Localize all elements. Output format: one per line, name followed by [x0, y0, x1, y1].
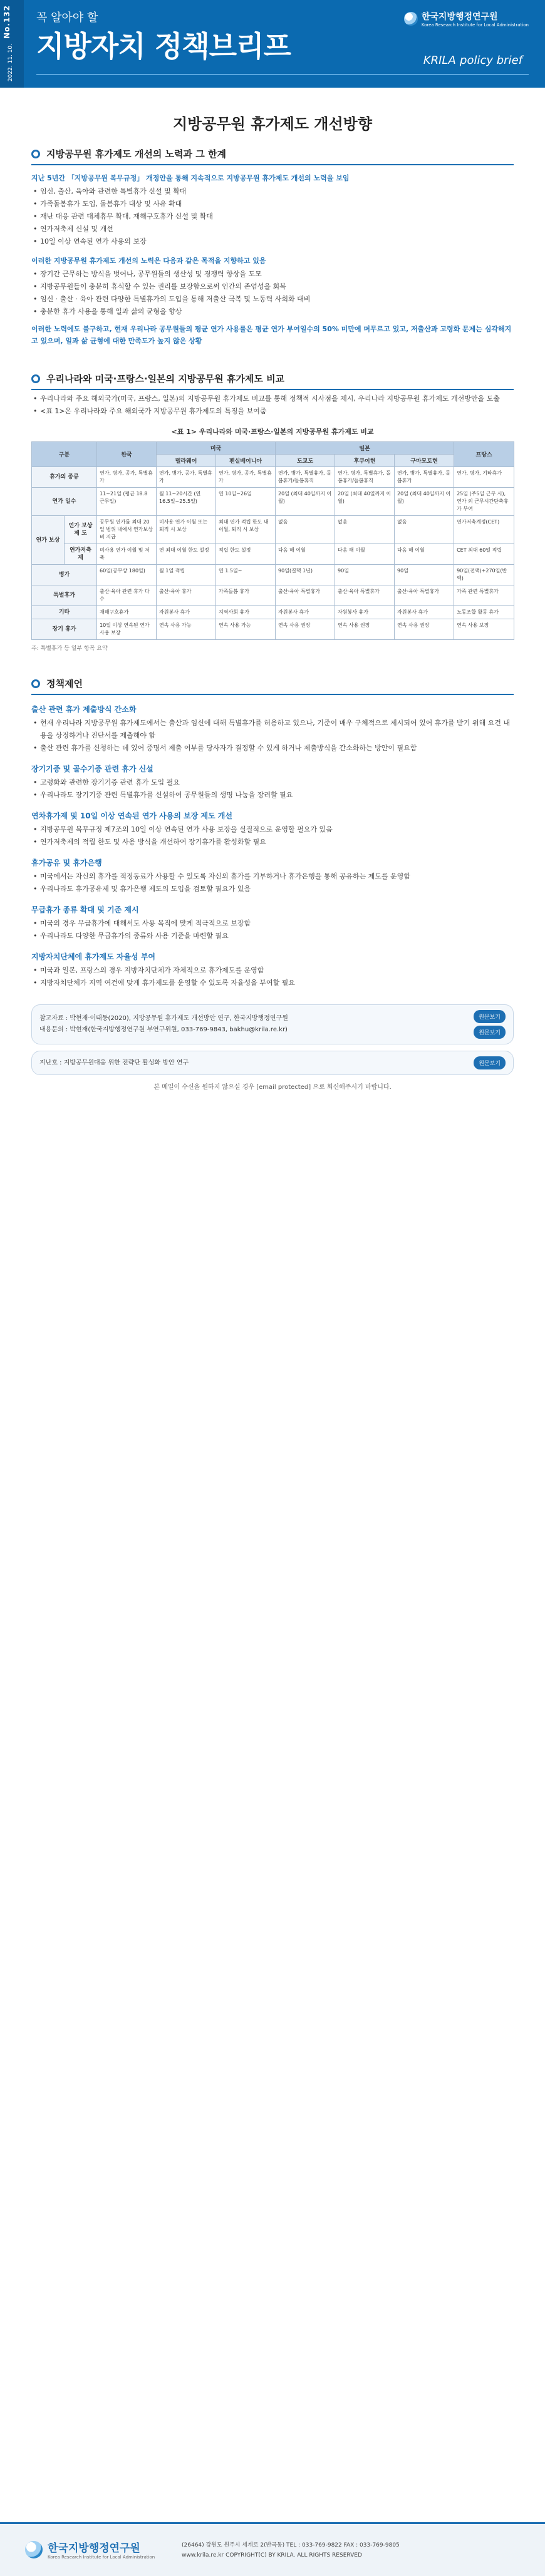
list-item: • 지방공무원 복무규정 제7조의 10일 이상 연속된 연가 사용 보장을 실질적으로 운영할 필요가 있음	[31, 823, 514, 836]
table-cell: 자원봉사 휴가	[157, 606, 216, 619]
table-cell: 90일	[395, 565, 454, 585]
table-cell: 연속 사용 권장	[276, 619, 335, 640]
table-cell: 자원봉사 휴가	[335, 606, 395, 619]
table-cell: 연가, 병가, 공가, 특별휴가	[97, 467, 157, 488]
logo-icon	[25, 2541, 43, 2558]
table-cell: 노동조합 활동 휴가	[454, 606, 514, 619]
krila-label: KRILA	[423, 54, 456, 67]
table-cell: 월 1일 적립	[157, 565, 216, 585]
ring-icon	[31, 679, 40, 688]
table-cell: 공무원 연가를 최대 20일 범위 내에서 연가보상비 지급	[97, 516, 157, 544]
table-cell: 25일 (주5일 근무 시), 연가 외 근무시간단축휴가 부여	[454, 488, 514, 516]
row-group-label: 장기 휴가	[32, 619, 97, 640]
table-cell: 연가, 병가, 공가, 특별휴가	[216, 467, 276, 488]
reference-contact: 내용문의 : 박현재(한국지방행정연구원 부연구위원, 033-769-9843, bakhu@krila.re.kr)	[39, 1026, 288, 1033]
comparison-table	[31, 441, 514, 640]
reference-box	[31, 1004, 514, 1044]
list-item: • 고령화와 관련한 장기기증 관련 휴가 도입 필요	[31, 776, 514, 789]
row-group-label: 휴가의 종류	[32, 467, 97, 488]
issue-badge	[0, 0, 24, 88]
reference-source: 참고자료 : 박현재·이태동(2020), 지방공무원 휴가제도 개선방안 연구, 한국지방행정연구원	[39, 1015, 288, 1022]
list-item: • 미국의 경우 무급휴가에 대해서도 사용 목적에 맞게 적극적으로 보장함	[31, 917, 514, 930]
policy-list	[31, 717, 514, 755]
list-item: • 미국과 일본, 프랑스의 경우 지방자치단체가 자체적으로 휴가제도를 운영함	[31, 964, 514, 977]
policy-heading: 휴가공유 및 휴가은행	[31, 858, 102, 867]
list-item: • 장기간 근무하는 방식을 벗어나, 공무원들의 생산성 및 경쟁력 향상을 도모	[31, 268, 514, 281]
section-3-header	[31, 677, 514, 695]
table-cell: 연가, 병가, 특별휴가, 돌봄휴가/돌봄휴직	[335, 467, 395, 488]
policy-heading: 장기기증 및 골수기증 관련 휴가 신설	[31, 765, 153, 773]
section-1-sublist	[31, 268, 514, 318]
table-cell: 적립 한도 설정	[216, 544, 276, 565]
view-original-button[interactable]: 원문보기	[474, 1056, 506, 1069]
section-3-title: 정책제언	[46, 678, 83, 689]
table-cell: 월 11~20시간 (연 16.5일~25.5일)	[157, 488, 216, 516]
section-2-header	[31, 372, 514, 390]
table-cell: 연 1.5일~	[216, 565, 276, 585]
header-banner	[0, 0, 545, 88]
footer	[0, 2522, 545, 2576]
table-cell: 자원봉사 휴가	[395, 606, 454, 619]
policy-heading: 지방자치단체에 휴가제도 자율성 부여	[31, 952, 156, 961]
list-item: • 가족돌봄휴가 도입, 돌봄휴가 대상 및 사유 확대	[31, 198, 514, 210]
table-cell: 연가, 병가, 특별휴가, 돌봄휴가	[395, 467, 454, 488]
policy-heading: 무급휴가 종류 확대 및 기준 제시	[31, 905, 139, 914]
table-cell: 연 최대 이월 한도 설정	[157, 544, 216, 565]
section-2-list	[31, 393, 514, 418]
table-row	[32, 488, 514, 516]
list-item: • <표 1>은 우리나라와 주요 해외국가 지방공무원 휴가제도의 특징을 보여줌	[31, 405, 514, 418]
table-cell: 없음	[276, 516, 335, 544]
table-cell: 재해구호휴가	[97, 606, 157, 619]
previous-issue-text: 지난호 : 지방공무원대응 위한 전략단 활성화 방안 연구	[39, 1059, 189, 1066]
table-cell: 최대 연가 적립 한도 내 이월, 퇴직 시 보상	[216, 516, 276, 544]
table-cell: 연가, 병가, 기타휴가	[454, 467, 514, 488]
row-group-label: 연가 일수	[32, 488, 97, 516]
row-group-label: 병가	[32, 565, 97, 585]
table-cell: 출산·육아 특별휴가	[395, 585, 454, 606]
list-item: • 지방자치단체가 지역 여건에 맞게 휴가제도를 운영할 수 있도록 자율성을 부여할 필요	[31, 977, 514, 989]
table-cell: 60일(공무상 180일)	[97, 565, 157, 585]
org-name-en: Korea Research Institute for Local Administration	[421, 23, 529, 28]
section-1-conclusion: 이러한 노력에도 불구하고, 현재 우리나라 공무원들의 평균 연가 사용률은 평균 연가 부여일수의 50% 미만에 머무르고 있고, 저출산과 고령화 문제는 심각해지고 있으며, 일과 삶 균형에 대한 만족도가 높지 않은 상황	[31, 325, 512, 345]
footer-address-line: (26464) 강원도 원주시 세계로 2(반곡동) TEL : 033-769-9822 FAX : 033-769-9805	[182, 2542, 400, 2548]
policy-list	[31, 917, 514, 942]
table-cell: 90일	[335, 565, 395, 585]
list-item: • 임신 · 출산 · 육아 관련 다양한 특별휴가의 도입을 통해 저출산 극복 및 노동력 사회화 대비	[31, 293, 514, 306]
table-cell: 출산·육아 특별휴가	[335, 585, 395, 606]
table-cell: 없음	[395, 516, 454, 544]
list-item: • 10일 이상 연속된 연가 사용의 보장	[31, 235, 514, 248]
org-logo[interactable]	[404, 10, 529, 28]
table-row	[32, 565, 514, 585]
list-item: • 연가저축제 신설 및 개선	[31, 223, 514, 235]
table-header-kumamoto: 구마모토현	[395, 455, 454, 467]
table-cell: 미사용 연가 이월 및 저축	[97, 544, 157, 565]
table-cell: CET 최대 60일 적립	[454, 544, 514, 565]
section-1-list	[31, 185, 514, 248]
table-cell: 출산·육아 휴가	[157, 585, 216, 606]
header-rule	[36, 74, 529, 75]
table-header-pennsylvania: 펜실베이니아	[216, 455, 276, 467]
view-original-button[interactable]: 원문보기	[474, 1010, 506, 1023]
org-name: 한국지방행정연구원	[421, 12, 498, 22]
section-1-intro: 지난 5년간 「지방공무원 복무규정」 개정안을 통해 지속적으로 지방공무원 휴가제도 개선의 노력을 보임	[31, 174, 350, 182]
list-item: • 재난 대응 관련 대체휴무 확대, 재해구호휴가 신설 및 확대	[31, 210, 514, 223]
table-cell: 다음 해 이월	[395, 544, 454, 565]
table-cell: 출산·육아 관련 휴가 다수	[97, 585, 157, 606]
table-cell: 미사용 연가 이월 또는 퇴직 시 보상	[157, 516, 216, 544]
section-2-title: 우리나라와 미국·프랑스·일본의 지방공무원 휴가제도 비교	[46, 373, 285, 384]
footer-copyright: www.krila.re.kr COPYRIGHT(C) BY KRILA. ALL RIGHTS RESERVED	[182, 2552, 362, 2558]
list-item: • 연가저축제의 적립 한도 및 사용 방식을 개선하여 장기휴가를 활성화할 필요	[31, 836, 514, 848]
table-row	[32, 544, 514, 565]
table-cell: 연속 사용 가능	[216, 619, 276, 640]
policy-list	[31, 870, 514, 895]
header-title: 지방자치 정책브리프	[36, 29, 291, 63]
section-1-header	[31, 147, 514, 165]
footer-org-en: Korea Research Institute for Local Administration	[48, 2555, 155, 2560]
table-cell: 자원봉사 휴가	[276, 606, 335, 619]
list-item: • 우리나라도 장기기증 관련 특별휴가를 신설하여 공무원들의 생명 나눔을 장려할 필요	[31, 789, 514, 801]
table-row	[32, 467, 514, 488]
list-item: • 현재 우리나라 지방공무원 휴가제도에서는 출산과 임신에 대해 특별휴가를 허용하고 있으나, 기준이 매우 구체적으로 제시되어 있어 휴가를 받기 위해 요건 내용을 상정하거나 진단서를 제출해야 함	[31, 717, 514, 742]
section-1-title: 지방공무원 휴가제도 개선의 노력과 그 한계	[46, 148, 226, 160]
table-note: 주: 특별휴가 등 일부 항목 요약	[31, 646, 108, 652]
view-original-button[interactable]: 원문보기	[474, 1026, 506, 1039]
policy-items	[31, 704, 514, 989]
footer-logo[interactable]	[25, 2539, 155, 2560]
table-cell: 연속 사용 권장	[395, 619, 454, 640]
table-cell: 20일 (최대 40일까지 이월)	[276, 488, 335, 516]
policy-heading: 출산 관련 휴가 제출방식 간소화	[31, 705, 137, 714]
table-header-category: 구분	[32, 442, 97, 467]
previous-issue-box	[31, 1051, 514, 1075]
table-cell: 다음 해 이월	[335, 544, 395, 565]
policy-list	[31, 776, 514, 801]
table-cell: 출산·육아 특별휴가	[276, 585, 335, 606]
table-header-korea: 한국	[97, 442, 157, 467]
table-cell: 10일 이상 연속된 연가 사용 보장	[97, 619, 157, 640]
table-header-france: 프랑스	[454, 442, 514, 467]
table-header-fukui: 후쿠이현	[335, 455, 395, 467]
table-cell: 90일(전액)+270일(반액)	[454, 565, 514, 585]
row-sub-label: 연가 보상제 도	[65, 516, 97, 544]
section-1-sub: 이러한 지방공무원 휴가제도 개선의 노력은 다음과 같은 목적을 지향하고 있음	[31, 257, 266, 265]
table-row	[32, 585, 514, 606]
policy-list	[31, 823, 514, 848]
list-item: • 지방공무원들이 충분히 휴식할 수 있는 권리를 보장함으로써 인간의 존엄성을 회복	[31, 281, 514, 293]
table-cell: 다음 해 이월	[276, 544, 335, 565]
table-cell: 가족 관련 특별휴가	[454, 585, 514, 606]
table-cell: 연가저축계정(CET)	[454, 516, 514, 544]
table-header-delaware: 델라웨어	[157, 455, 216, 467]
list-item: • 우리나라도 휴가공유제 및 휴가은행 제도의 도입을 검토할 필요가 있음	[31, 883, 514, 895]
table-cell: 연속 사용 가능	[157, 619, 216, 640]
row-group-label: 기타	[32, 606, 97, 619]
footer-org: 한국지방행정연구원	[48, 2542, 140, 2555]
ring-icon	[31, 150, 40, 158]
table-header-tokyo: 도쿄도	[276, 455, 335, 467]
header-kicker: 꼭 알아야 할	[36, 11, 98, 24]
list-item: • 우리나라도 다양한 무급휴가의 종류와 사용 기준을 마련할 필요	[31, 930, 514, 942]
table-cell: 연가, 병가, 특별휴가, 돌봄휴가/돌봄휴직	[276, 467, 335, 488]
table-cell: 90일(결핵 1년)	[276, 565, 335, 585]
section-3	[31, 677, 514, 989]
table-cell: 연 10일~26일	[216, 488, 276, 516]
table-cell: 20일 (최대 40일까지 이월)	[335, 488, 395, 516]
table-cell: 연속 사용 권장	[335, 619, 395, 640]
list-item: • 출산 관련 휴가를 신청하는 데 있어 증명서 제출 여부를 당사자가 결정할 수 있게 하거나 제출방식을 간소화하는 방안이 필요함	[31, 742, 514, 755]
footer-address	[182, 2540, 400, 2560]
list-item: • 충분한 휴가 사용을 통해 일과 삶의 균형을 향상	[31, 306, 514, 318]
table-row	[32, 606, 514, 619]
table-row	[32, 516, 514, 544]
row-sub-label: 연가저축제	[65, 544, 97, 565]
main-title: 지방공무원 휴가제도 개선방향	[172, 115, 373, 133]
table-cell: 연속 사용 보장	[454, 619, 514, 640]
krila-brand	[423, 54, 522, 67]
table-cell: 20일 (최대 40일까지 이월)	[395, 488, 454, 516]
table-cell: 지역사회 휴가	[216, 606, 276, 619]
policy-brief-label: policy brief	[460, 54, 522, 67]
list-item: • 우리나라와 주요 해외국가(미국, 프랑스, 일본)의 지방공무원 휴가제도 비교를 통해 정책적 시사점을 제시, 우리나라 지방공무원 휴가제도 개선방안을 도출	[31, 393, 514, 405]
policy-heading: 연차휴가제 및 10일 이상 연속된 연가 사용의 보장 제도 개선	[31, 811, 232, 820]
table-row	[32, 619, 514, 640]
list-item: • 미국에서는 자신의 휴가를 적정동료가 사용할 수 있도록 자신의 휴가를 기부하거나 휴가은행을 통해 공유하는 제도를 운영함	[31, 870, 514, 883]
row-group-label: 연가 보상	[32, 516, 65, 565]
policy-list	[31, 964, 514, 989]
table-header-usa: 미국	[157, 442, 276, 455]
table-cell: 없음	[335, 516, 395, 544]
ring-icon	[31, 374, 40, 383]
section-2	[31, 372, 514, 418]
unsubscribe-note: 본 메일이 수신을 원하지 않으실 경우 [email protected] 으로 회신해주시기 바랍니다.	[153, 1084, 392, 1091]
table-header-japan: 일본	[276, 442, 454, 455]
issue-date: 2022. 11. 10.	[8, 44, 14, 82]
row-group-label: 특별휴가	[32, 585, 97, 606]
list-item: • 임신, 출산, 육아와 관련한 특별휴가 신설 및 확대	[31, 185, 514, 198]
table-cell: 연가, 병가, 공가, 특별휴가	[157, 467, 216, 488]
logo-icon	[404, 12, 418, 26]
table-caption: <표 1> 우리나라와 미국·프랑스·일본의 지방공무원 휴가제도 비교	[171, 428, 374, 436]
section-1	[31, 147, 514, 347]
issue-number: No.132	[3, 5, 11, 39]
table-cell: 11~21일 (평균 18.8 근무일)	[97, 488, 157, 516]
table-cell: 가족돌봄 휴가	[216, 585, 276, 606]
